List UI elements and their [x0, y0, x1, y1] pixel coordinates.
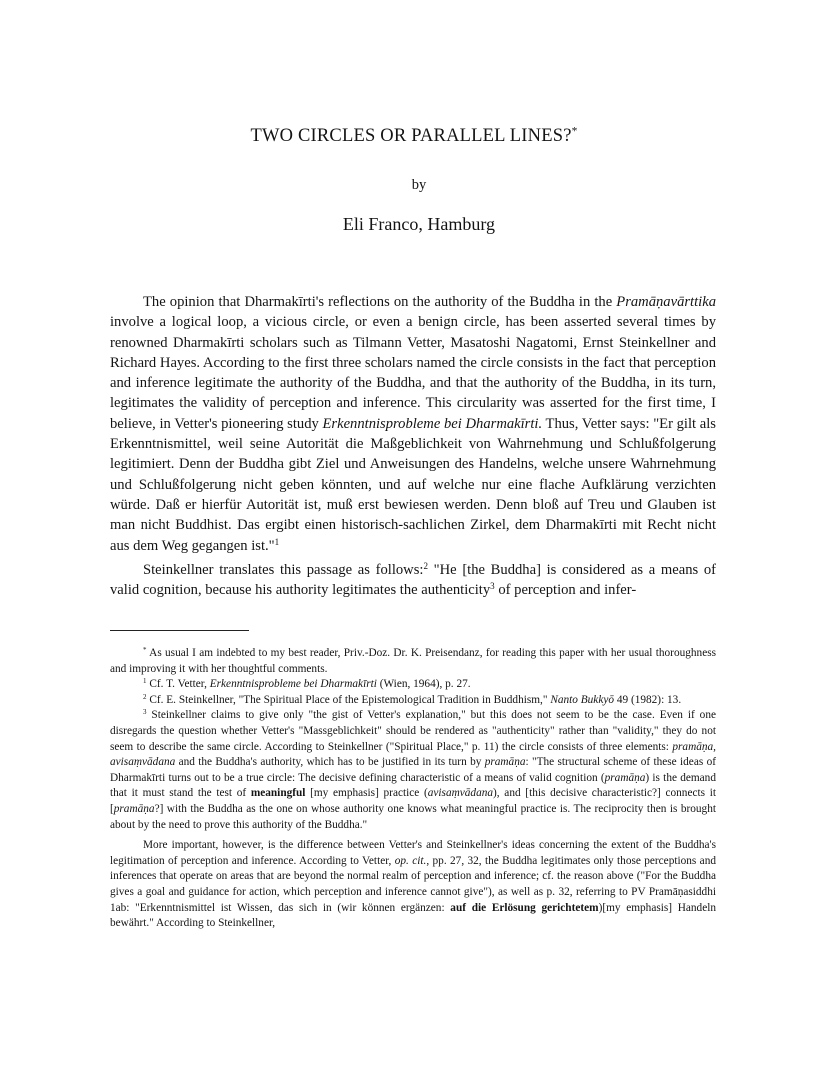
paragraph-2: Steinkellner translates this passage as follows:$^2$ "He [the Buddha] is considered as a means of valid cognition, because his authority legitimates the authenticity$^3$ of perception and infer- [110, 560, 716, 599]
footnote-ref-3[interactable]: 3 [490, 581, 495, 592]
footnote-3-continued: More important, however, is the difference between Vetter's and Steinkellner's ideas concerning the extent of the Buddha's legitimation of perception and inference. According to Vetter, op. cit., pp. 27, 32, the Buddha legitimates only those perceptions and inferences that operate on areas that are beyond the normal realm of perception and inference; cf. the reason above ("For the Buddha gives a goal and guidance for action, which perception and inference cannot give"), as well as p. 32, referring to PV Pramāṇasiddhi 1ab: "Erkenntnismittel ist Wissen, das sich in (wir können ergänzen: auf die Erlösung gerichtetem)[my emphasis] Handeln bewährt." According to Steinkellner, [110, 839, 717, 930]
byline: by [411, 177, 427, 193]
author-name: Eli Franco, Hamburg [342, 214, 496, 234]
footnote-1: $^1$ Cf. T. Vetter, Erkenntnisprobleme bei Dharmakīrti (Wien, 1964), p. 27. [143, 677, 471, 691]
body-text [110, 292, 716, 600]
footnotes [110, 646, 716, 932]
footnote-divider [110, 630, 249, 631]
footnote-ref-1[interactable]: 1 [274, 536, 280, 547]
paragraph-1: The opinion that Dharmakīrti's reflections on the authority of the Buddha in the Pramāṇavārttika involve a logical loop, a vicious circle, or even a benign circle, has been asserted several times by renowned Dharmakīrti scholars such as Tilmann Vetter, Masatoshi Nagatomi, Ernst Steinkellner and Richard Hayes. According to the first three scholars named the circle consists in the fact that perception and inference legitimate the authority of the Buddha, and that the authority of the Buddha, in its turn, legitimates the validity of perception and inference. This circularity was asserted for the first time, I believe, in Vetter's pioneering study Erkenntnisprobleme bei Dharmakīrti. Thus, Vetter says: "Er gilt als Erkenntnismittel, weil seine Autorität die Maßgeblichkeit von Wahrnehmung und Schlußfolgerung legitimiert. Denn der Buddha gibt Ziel und Anweisungen des Handelns, welche unsere Wahrnehmung und Schlußfolgerung nicht geben könnten, und auf welche nur eine flache Aufklärung verzichten würde. Daß er hierfür Autorität ist, muß erst bewiesen werden. Denn bloß auf Treu und Glauben ist man nicht Buddhist. Das ergibt einen historisch-sachlichen Zirkel, dem Dharmakīrti mit Recht nicht aus dem Weg gegangen ist."$^1$ [110, 294, 716, 554]
footnote-ref-2[interactable]: 2 [423, 560, 428, 571]
footnote-2: $^2$ Cf. E. Steinkellner, "The Spiritual Place of the Epistemological Tradition in Buddhism," Nanto Bukkyō 49 (1982): 13. [143, 692, 682, 706]
footnote-star: * As usual I am indebted to my best reader, Priv.-Doz. Dr. K. Preisendanz, for reading this paper with her usual thoroughness and improving it with her thoughtful comments. [110, 646, 716, 675]
article-title [0, 126, 828, 147]
footnote-3: $^3$ Steinkellner claims to give only "the gist of Vetter's explanation," but this does not seem to be the case. Even if one disregards the question whether Vetter's "Massgeblichkeit" should be rendered as "authenticity" rather than "validity," they do not seem to describe the same circle. According to Steinkellner ("Spiritual Place," p. 11) the circle consists of three elements: pramāṇa, avisaṃvādana and the Buddha's authority, which has to be justified in its turn by pramāṇa: "The structural scheme of these ideas of Dharmakīrti turns out to be a true circle: The decisive defining characteristic of a means of valid cognition (pramāṇa) is the demand that it must stand the test of meaningful [my emphasis] practice (avisaṃvādana), and [this decisive characteristic?] connects it [pramāṇa?] with the Buddha as the one on whose authority one knows what meaningful practice is. The reciprocity then is brought about by the need to prove this authority of the Buddha." [110, 708, 716, 831]
title-footnote-mark[interactable]: * [571, 125, 578, 138]
title-text: TWO CIRCLES OR PARALLEL LINES? [250, 126, 572, 146]
